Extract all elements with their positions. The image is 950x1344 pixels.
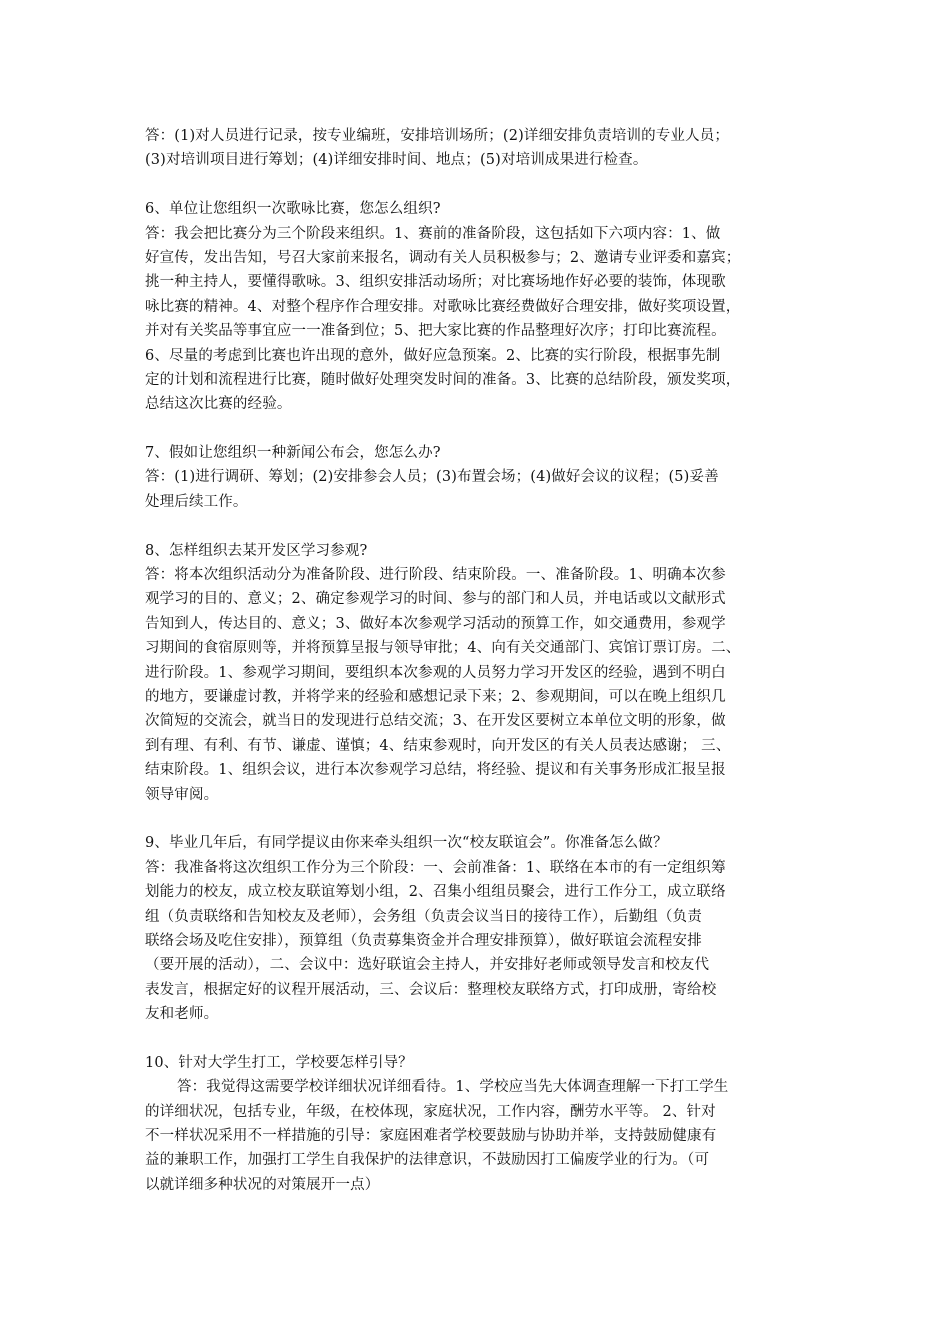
answer-line: 益的兼职工作，加强打工学生自我保护的法律意识，不鼓励因打工偏废学业的行为。（可: [145, 1152, 710, 1169]
paragraph-gap: [145, 417, 815, 441]
answer-line: 观学习的目的、意义；2、确定参观学习的时间、参与的部门和人员，并电话或以文献形式: [145, 591, 726, 608]
answer-line: 6、尽量的考虑到比赛也许出现的意外，做好应急预案。2、比赛的实行阶段，根据事先制: [145, 347, 721, 364]
answer-line: 答：(1)对人员进行记录，按专业编班，安排培训场所；(2)详细安排负责培训的专业人员；: [145, 128, 730, 144]
answer-line: 不一样状况采用不一样措施的引导：家庭困难者学校要鼓励与协助并举，支持鼓励健康有: [145, 1128, 717, 1145]
answer-line: (3)对培训项目进行筹划；(4)详细安排时间、地点；(5)对培训成果进行检查。: [145, 152, 648, 169]
question-heading: 6、单位让您组织一次歌咏比赛，您怎么组织?: [145, 201, 441, 218]
answer-line: 到有理、有利、有节、谦虚、谨慎；4、结束参观时，向开发区的有关人员表达感谢； 三、: [145, 737, 731, 754]
answer-line: 总结这次比赛的经验。: [145, 396, 292, 413]
paragraph-gap: [145, 1026, 815, 1050]
answer-line: 联络会场及吃住安排），预算组（负责募集资金并合理安排预算），做好联谊会流程安排: [145, 932, 702, 949]
answer-line: 划能力的校友，成立校友联谊筹划小组，2、召集小组组员聚会，进行工作分工，成立联络: [145, 884, 726, 901]
answer-line: 告知到人，传达目的、意义；3、做好本次参观学习活动的预算工作，如交通费用，参观学: [145, 615, 726, 632]
answer-line: 咏比赛的精神。4、对整个程序作合理安排。对歌咏比赛经费做好合理安排，做好奖项设置，: [145, 298, 741, 315]
answer-line: 的详细状况，包括专业，年级，在校体现，家庭状况，工作内容，酬劳水平等。 2、针对: [145, 1103, 716, 1120]
answer-line: 组（负责联络和告知校友及老师），会务组（负责会议当日的接待工作），后勤组（负责: [145, 908, 702, 925]
answer-line: 定的计划和流程进行比赛，随时做好处理突发时间的准备。3、比赛的总结阶段，颁发奖项，: [145, 371, 741, 388]
paragraph-gap: [145, 173, 815, 197]
answer-line: 挑一种主持人，要懂得歌咏。3、组织安排活动场所；对比赛场地作好必要的装饰，体现歌: [145, 274, 726, 291]
qa-block-q7: [145, 441, 815, 514]
paragraph-gap: [145, 514, 815, 538]
answer-line: 进行阶段。1、参观学习期间，要组织本次参观的人员努力学习开发区的经验，遇到不明白: [145, 664, 726, 681]
answer-line: 答：我准备将这次组织工作分为三个阶段：一、会前准备：1、联络在本市的有一定组织筹: [145, 859, 726, 876]
paragraph-gap: [145, 807, 815, 831]
answer-line: 并对有关奖品等事宜应一一准备到位；5、把大家比赛的作品整理好次序；打印比赛流程。: [145, 323, 726, 340]
answer-line: 以就详细多种状况的对策展开一点）: [145, 1176, 380, 1193]
qa-block-q10: [145, 1051, 815, 1197]
answer-line: 表发言，根据定好的议程开展活动，三、会议后：整理校友联络方式，打印成册，寄给校: [145, 981, 717, 998]
question-heading: 9、毕业几年后，有同学提议由你来牵头组织一次“校友联谊会”。你准备怎么做？: [145, 835, 668, 852]
answer-line: 领导审阅。: [145, 786, 219, 803]
answer-line: 答：(1)进行调研、筹划；(2)安排参会人员；(3)布置会场；(4)做好会议的议程；(5)妥善: [145, 469, 719, 486]
qa-block-q8: [145, 539, 815, 807]
answer-line: 次简短的交流会，就当日的发现进行总结交流；3、在开发区要树立本单位文明的形象，做: [145, 713, 726, 730]
answer-line: 友和老师。: [145, 1006, 219, 1023]
answer-line: 习期间的食宿原则等，并将预算呈报与领导审批；4、向有关交通部门、宾馆订票订房。二、: [145, 640, 741, 657]
answer-line: 结束阶段。1、组织会议，进行本次参观学习总结，将经验、提议和有关事务形成汇报呈报: [145, 762, 726, 779]
qa-block-q5: [145, 124, 815, 173]
qa-block-q6: [145, 197, 815, 417]
question-heading: 7、假如让您组织一种新闻公布会，您怎么办?: [145, 445, 441, 462]
answer-line: 答：我会把比赛分为三个阶段来组织。1、赛前的准备阶段，这包括如下六项内容：1、做: [145, 225, 721, 242]
qa-block-q9: [145, 831, 815, 1026]
question-heading: 10、针对大学生打工，学校要怎样引导？: [145, 1054, 413, 1071]
question-heading: 8、怎样组织去某开发区学习参观?: [145, 542, 368, 559]
answer-line: 答：我觉得这需要学校详细状况详细看待。1、学校应当先大体调查理解一下打工学生: [177, 1079, 729, 1096]
document-page: [145, 124, 815, 1197]
answer-line: 好宣传，发出告知，号召大家前来报名，调动有关人员积极参与；2、邀请专业评委和嘉宾；: [145, 249, 741, 266]
answer-line: 的地方，要谦虚讨教，并将学来的经验和感想记录下来；2、参观期间，可以在晚上组织几: [145, 688, 726, 705]
answer-line: 处理后续工作。: [145, 493, 248, 510]
answer-line: 答：将本次组织活动分为准备阶段、进行阶段、结束阶段。一、准备阶段。1、明确本次参: [145, 567, 726, 584]
answer-line: （要开展的活动），二、会议中：选好联谊会主持人，并安排好老师或领导发言和校友代: [145, 957, 710, 974]
